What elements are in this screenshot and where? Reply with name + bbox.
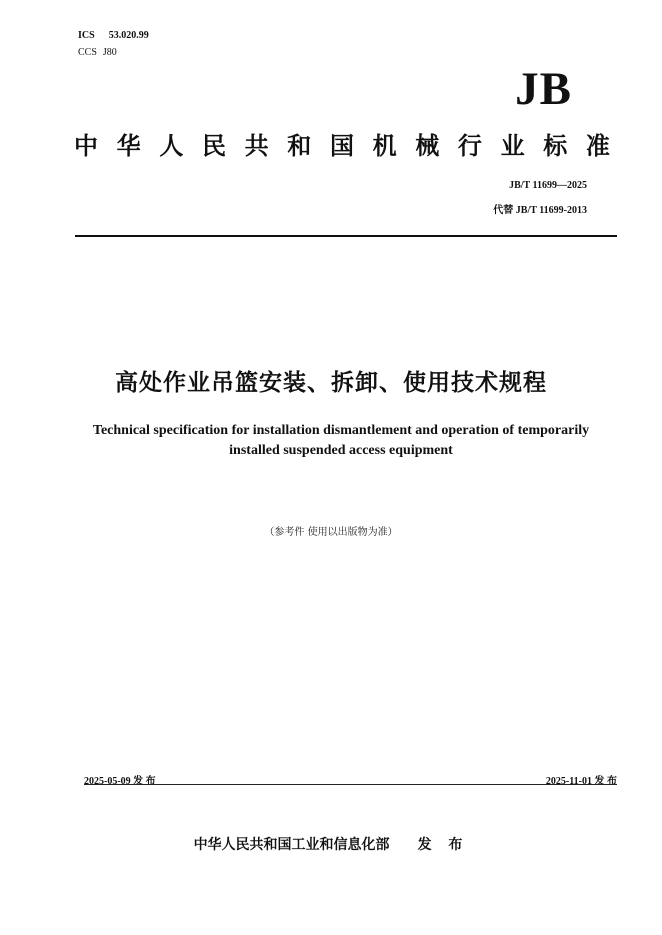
reference-note: （参考件 使用以出版物为准） bbox=[264, 527, 398, 538]
header-divider bbox=[75, 235, 617, 237]
publisher-name: 中华人民共和国工业和信息化部 bbox=[193, 837, 390, 853]
standard-type-char: 标 bbox=[543, 132, 568, 160]
standard-type-char: 人 bbox=[159, 132, 184, 160]
standard-type-char: 中 bbox=[74, 132, 98, 160]
standard-number: JB/T 11699—2025 bbox=[509, 180, 587, 191]
standard-type-char: 业 bbox=[500, 132, 525, 160]
ics-label: ICS bbox=[78, 30, 95, 41]
standard-type-char: 华 bbox=[116, 132, 141, 160]
footer-divider bbox=[84, 784, 617, 785]
ics-code bbox=[78, 30, 149, 41]
ccs-label: CCS bbox=[78, 47, 97, 58]
standard-type-char: 行 bbox=[457, 132, 482, 160]
ccs-code bbox=[78, 47, 117, 58]
standard-type-char: 机 bbox=[372, 132, 397, 160]
standard-type-char: 民 bbox=[201, 132, 226, 160]
ics-value: 53.020.99 bbox=[108, 30, 149, 41]
implementation-date: 2025-11-01 发 布 bbox=[545, 776, 617, 787]
title-english bbox=[70, 421, 612, 461]
jb-logo: JB bbox=[515, 63, 572, 115]
title-english-line2: installed suspended access equipment bbox=[229, 443, 453, 458]
standard-type-char: 国 bbox=[329, 132, 354, 160]
standard-type-char: 准 bbox=[585, 132, 610, 160]
standard-type-char: 和 bbox=[287, 132, 312, 160]
publisher-line bbox=[0, 834, 662, 854]
replaces-standard: 代替 JB/T 11699-2013 bbox=[493, 205, 587, 216]
standard-type-heading bbox=[74, 126, 610, 161]
standard-type-char: 械 bbox=[415, 132, 440, 160]
title-chinese: 高处作业吊篮安装、拆卸、使用技术规程 bbox=[115, 370, 547, 396]
issue-date: 2025-05-09 发 布 bbox=[84, 776, 156, 787]
publish-word: 发 布 bbox=[417, 837, 469, 853]
ccs-value: J80 bbox=[102, 47, 117, 58]
standard-type-char: 共 bbox=[244, 132, 269, 160]
title-english-line1: Technical specification for installation dismantlement and operation of temporarily bbox=[92, 423, 590, 438]
